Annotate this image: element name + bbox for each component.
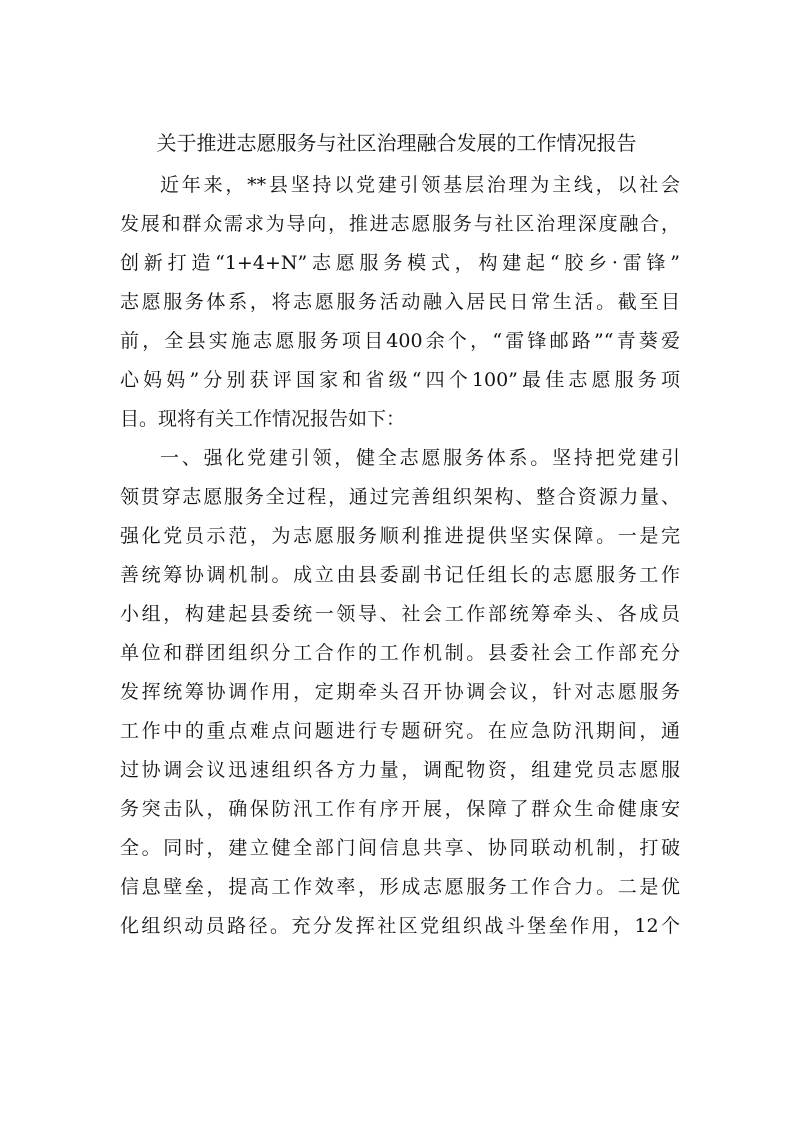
paragraph-line: 小组，构建起县委统一领导、社会工作部统筹牵头、各成员 [120, 603, 680, 625]
paragraph-line: 化组织动员路径。充分发挥社区党组织战斗堡垒作用，12个 [120, 915, 680, 937]
paragraph-line: 信息壁垒，提高工作效率，形成志愿服务工作合力。二是优 [120, 876, 680, 898]
paragraph-line: 志愿服务体系，将志愿服务活动融入居民日常生活。截至目 [120, 291, 680, 313]
paragraph-line: 一、强化党建引领，健全志愿服务体系。坚持把党建引 [160, 447, 680, 469]
paragraph-line: 全。同时，建立健全部门间信息共享、协同联动机制，打破 [120, 837, 680, 859]
paragraph-line: 过协调会议迅速组织各方力量，调配物资，组建党员志愿服 [120, 759, 680, 781]
paragraph-line: 务突击队，确保防汛工作有序开展，保障了群众生命健康安 [120, 798, 680, 820]
paragraph-line: 发展和群众需求为导向，推进志愿服务与社区治理深度融合， [120, 213, 680, 235]
paragraph-line: 工作中的重点难点问题进行专题研究。在应急防汛期间，通 [120, 720, 680, 742]
paragraph-line: 近年来，**县坚持以党建引领基层治理为主线，以社会 [160, 174, 680, 196]
paragraph-line: 强化党员示范，为志愿服务顺利推进提供坚实保障。一是完 [120, 525, 680, 547]
paragraph-line: 单位和群团组织分工合作的工作机制。县委社会工作部充分 [120, 642, 680, 664]
paragraph-line: 创新打造“1+4+N”志愿服务模式，构建起“胶乡·雷锋” [120, 252, 680, 274]
document-title: 关于推进志愿服务与社区治理融合发展的工作情况报告 [156, 131, 637, 155]
paragraph-line: 前，全县实施志愿服务项目400余个，“雷锋邮路”“青葵爱 [120, 330, 680, 352]
paragraph-line: 发挥统筹协调作用，定期牵头召开协调会议，针对志愿服务 [120, 681, 680, 703]
paragraph-line: 目。现将有关工作情况报告如下： [120, 408, 406, 430]
paragraph-line: 领贯穿志愿服务全过程，通过完善组织架构、整合资源力量、 [120, 486, 680, 508]
paragraph-line: 善统筹协调机制。成立由县委副书记任组长的志愿服务工作 [120, 564, 680, 586]
paragraph-line: 心妈妈”分别获评国家和省级“四个100”最佳志愿服务项 [120, 369, 680, 391]
